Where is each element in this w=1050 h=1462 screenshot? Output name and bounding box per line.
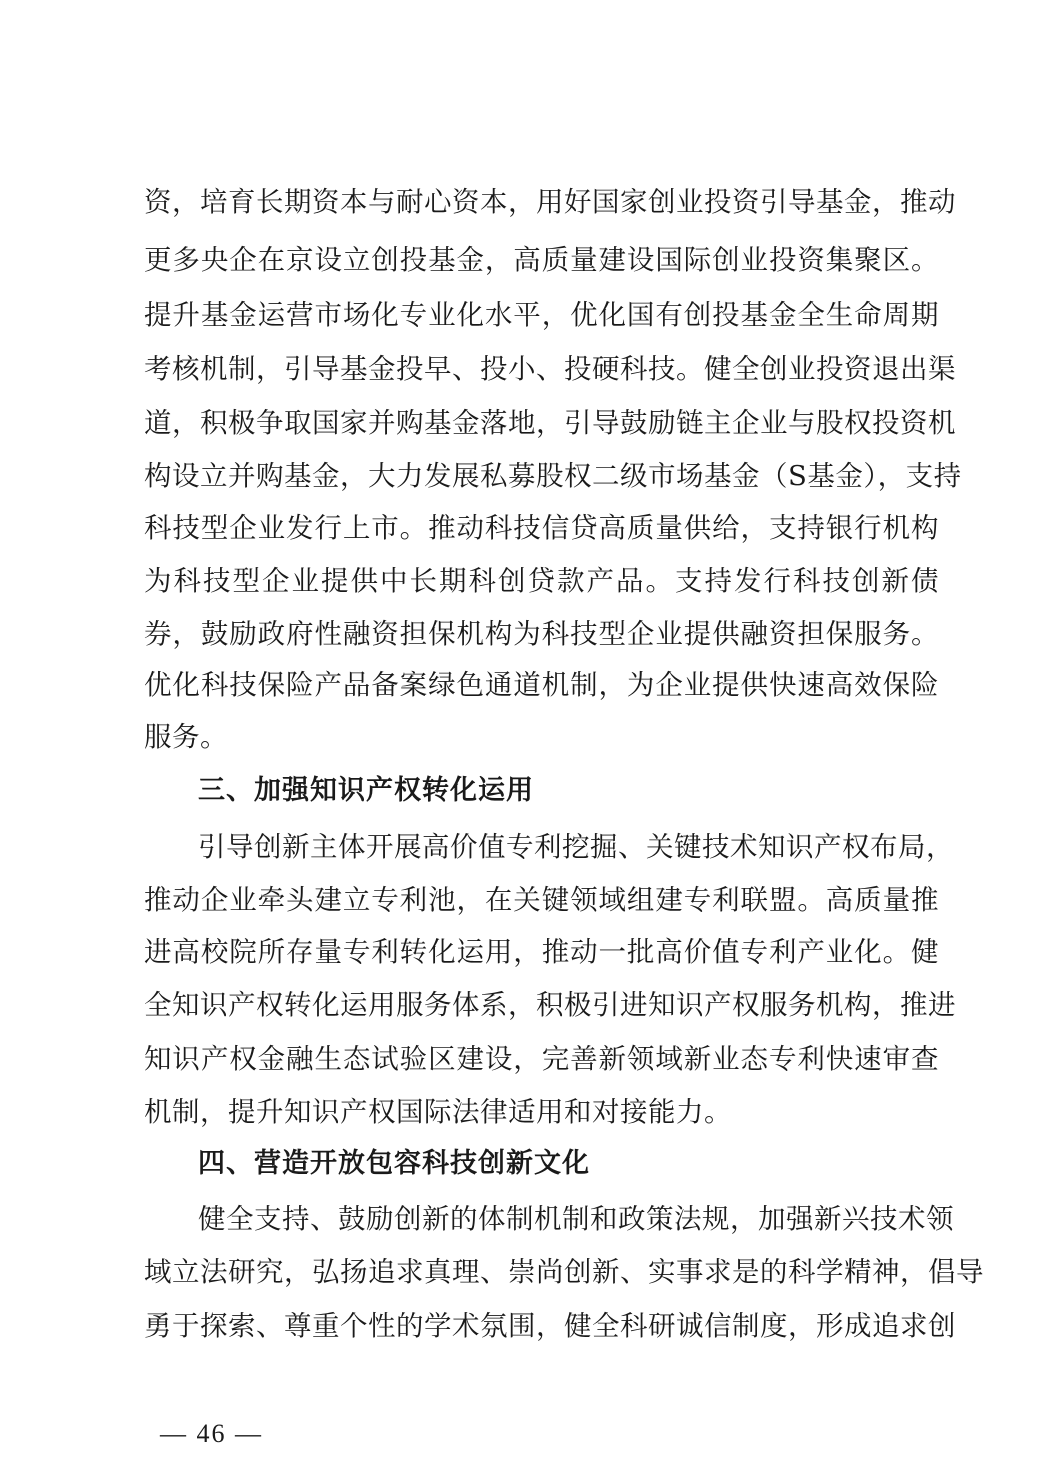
paragraph-line: 道，积极争取国家并购基金落地，引导鼓励链主企业与股权投资机 [144, 407, 956, 439]
paragraph-line: 优化科技保险产品备案绿色通道机制，为企业提供快速高效保险 [144, 669, 939, 701]
paragraph-line: 机制，提升知识产权国际法律适用和对接能力。 [144, 1096, 732, 1128]
paragraph-line: 进高校院所存量专利转化运用，推动一批高价值专利产业化。健 [144, 936, 939, 968]
page-number: — 46 — [160, 1419, 263, 1448]
paragraph-line: 提升基金运营市场化专业化水平，优化国有创投基金全生命周期 [144, 299, 939, 331]
paragraph-line: 考核机制，引导基金投早、投小、投硬科技。健全创业投资退出渠 [144, 353, 956, 385]
section-heading: 三、加强知识产权转化运用 [198, 775, 534, 806]
section-heading: 四、营造开放包容科技创新文化 [198, 1148, 590, 1179]
paragraph-line: 科技型企业发行上市。推动科技信贷高质量供给，支持银行机构 [144, 512, 939, 544]
paragraph-line: 券，鼓励政府性融资担保机构为科技型企业提供融资担保服务。 [144, 618, 939, 650]
paragraph-line: 健全支持、鼓励创新的体制机制和政策法规，加强新兴技术领 [198, 1203, 954, 1235]
paragraph-line: 资，培育长期资本与耐心资本，用好国家创业投资引导基金，推动 [144, 186, 956, 218]
paragraph-line: 域立法研究，弘扬追求真理、崇尚创新、实事求是的科学精神，倡导 [144, 1256, 984, 1288]
paragraph-line: 为科技型企业提供中长期科创贷款产品。支持发行科技创新债 [144, 565, 939, 597]
paragraph-line: 知识产权金融生态试验区建设，完善新领域新业态专利快速审查 [144, 1043, 939, 1075]
paragraph-line: 推动企业牵头建立专利池，在关键领域组建专利联盟。高质量推 [144, 884, 939, 916]
paragraph-line: 更多央企在京设立创投基金，高质量建设国际创业投资集聚区。 [144, 244, 939, 276]
paragraph-line: 引导创新主体开展高价值专利挖掘、关键技术知识产权布局， [198, 831, 954, 863]
paragraph-line: 构设立并购基金，大力发展私募股权二级市场基金（S基金），支持 [144, 460, 962, 492]
paragraph-line: 全知识产权转化运用服务体系，积极引进知识产权服务机构，推进 [144, 989, 956, 1021]
paragraph-line: 服务。 [144, 721, 228, 753]
paragraph-line: 勇于探索、尊重个性的学术氛围，健全科研诚信制度，形成追求创 [144, 1310, 956, 1342]
